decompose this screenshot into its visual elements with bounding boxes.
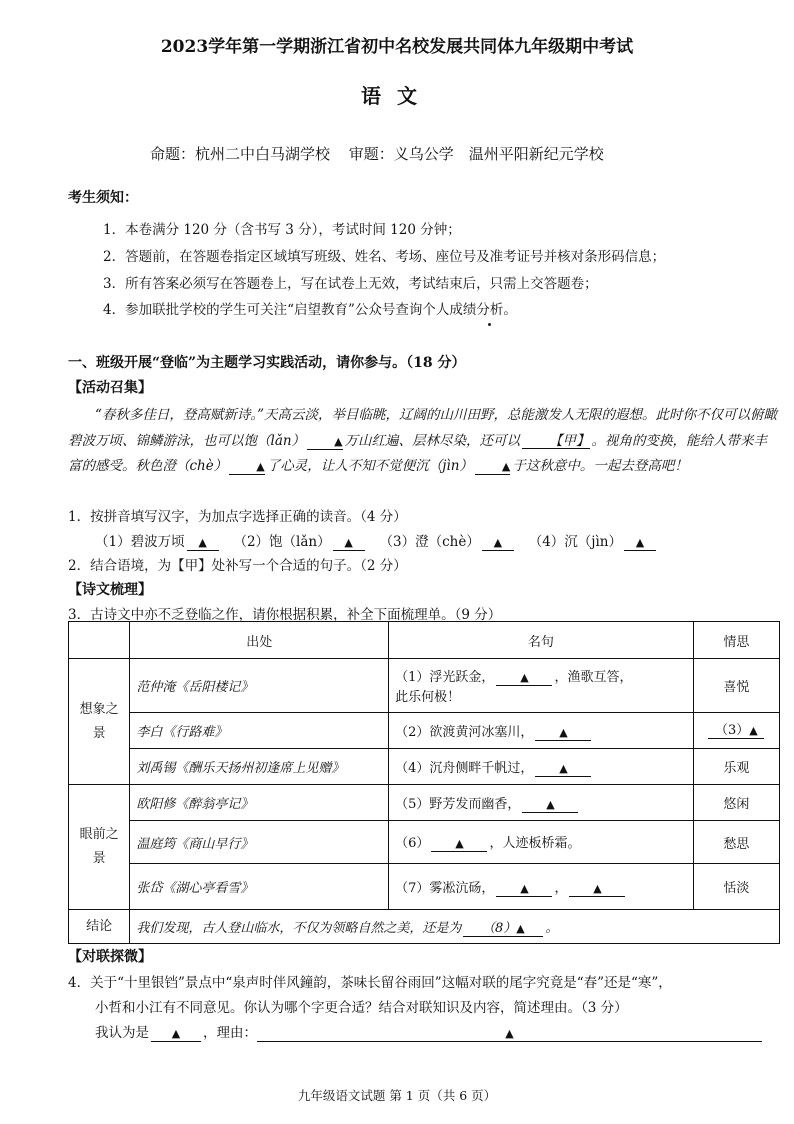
notice-item: 2．答题前，在答题卷指定区域填写班级、姓名、考场、座位号及准考证号并核对条形码信息； xyxy=(103,249,666,265)
stray-dot xyxy=(488,323,491,326)
source-cell: 范仲淹《岳阳楼记》 xyxy=(130,659,389,713)
table-row-conclusion xyxy=(69,910,780,944)
table-row xyxy=(69,659,780,713)
group-label: 眼前之景 xyxy=(69,785,130,910)
source-cell: 欧阳修《醉翁亭记》 xyxy=(130,785,389,821)
notice-item: 3．所有答案必须写在答题卷上，写在试卷上无效，考试结束后，只需上交答题卷； xyxy=(103,276,598,292)
answer-blank xyxy=(535,726,591,741)
emotion-cell: 恬淡 xyxy=(693,864,779,910)
reason-line xyxy=(257,1025,762,1042)
line-cell: （4）沉舟侧畔千帆过， ▲ xyxy=(389,749,694,785)
source-cell: 张岱《湖心亭看雪》 xyxy=(130,864,389,910)
answer-blank xyxy=(431,837,487,852)
poem-heading: 【诗文梳理】 xyxy=(68,582,152,598)
notice-item: 1．本卷满分 120 分（含书写 3 分），考试时间 120 分钟； xyxy=(103,222,461,238)
emotion-cell xyxy=(693,713,779,749)
triangle-icon: ▲ xyxy=(516,921,525,935)
triangle-icon: ▲ xyxy=(559,761,568,775)
table-row xyxy=(69,821,780,864)
answer-blank xyxy=(535,762,591,777)
triangle-icon: ▲ xyxy=(256,460,265,473)
answer-blank: （3）▲ xyxy=(708,724,764,739)
answer-blank xyxy=(496,882,552,897)
answer-blank xyxy=(482,535,514,551)
line-cell: （6） ▲ ，人迹板桥霜。 xyxy=(389,821,694,864)
triangle-icon: ▲ xyxy=(344,536,353,549)
question-4-answer: 我认为是 ▲ ，理由： ▲ xyxy=(95,1021,762,1042)
exam-authors xyxy=(150,143,618,164)
table-header: 出处 xyxy=(130,622,389,659)
activity-heading: 【活动召集】 xyxy=(68,380,152,396)
couplet-heading: 【对联探微】 xyxy=(68,949,152,965)
line-cell: （2）欲渡黄河冰塞川， ▲ xyxy=(389,713,694,749)
answer-blank xyxy=(624,535,656,551)
triangle-icon: ▲ xyxy=(198,536,207,549)
source-cell: 温庭筠《商山早行》 xyxy=(130,821,389,864)
table-header: 名句 xyxy=(389,622,694,659)
triangle-icon: ▲ xyxy=(455,837,464,850)
source-cell: 李白《行路难》 xyxy=(130,713,389,749)
triangle-icon: ▲ xyxy=(635,536,645,549)
question-1-parts: （1）碧波万顷 ▲ （2）饱（lǎn） ▲ （3）澄（chè） ▲ （4）沉（jìn） ▲ xyxy=(95,530,658,551)
answer-blank-jia: 【甲】 xyxy=(522,434,590,449)
answer-blank: （8）▲ xyxy=(463,922,543,937)
triangle-icon: ▲ xyxy=(334,434,343,448)
subject-title: 语文 xyxy=(361,84,433,108)
question-2: 2．结合语境，为【甲】处补写一个合适的句子。（2 分） xyxy=(68,558,407,574)
table-header-row xyxy=(69,622,780,659)
reviewer-info: 审题：义乌公学 温州平阳新纪元学校 xyxy=(348,145,604,163)
line-cell: （1）浮光跃金， ▲ ，渔歌互答， 此乐何极！ xyxy=(389,659,694,713)
line-cell: （7）雾凇沆砀， ▲ ， ▲ xyxy=(389,864,694,910)
activity-passage: “春秋多佳日，登高赋新诗。”天高云淡，举目临眺，辽阔的山川田野，总能激发人无限的遐想。此时你不仅可以俯瞰碧波万顷、锦鳞游泳，也可以饱（lǎn） ▲ 万山红遍、层林尽染，还可以 【甲】 。视角的变换，能给人带来丰富的感受。秋色澄（chè） ▲ 了心灵，让人不知不觉便沉（jìn） ▲ 于这秋意中。一起去登高吧！ xyxy=(68,407,778,474)
emotion-cell: 喜悦 xyxy=(693,659,779,713)
question-4-cont: 小哲和小江有不同意见。你认为哪个字更合适？结合对联知识及内容，简述理由。（3 分） xyxy=(95,1000,628,1016)
line-cell: （5）野芳发而幽香， ▲ xyxy=(389,785,694,821)
conclusion-label: 结论 xyxy=(69,910,130,944)
answer-blank xyxy=(187,535,219,551)
answer-blank xyxy=(151,1026,201,1042)
triangle-icon: ▲ xyxy=(520,671,529,684)
question-4: 4．关于“十里银铛”景点中“泉声时伴风鐘韵，茶味长留谷雨回”这幅对联的尾字究竟是“春”还是“寒”， xyxy=(68,975,672,991)
question-3: 3．古诗文中亦不乏登临之作，请你根据积累，补全下面梳理单。（9 分） xyxy=(68,607,502,623)
triangle-icon: ▲ xyxy=(171,1027,181,1040)
triangle-icon: ▲ xyxy=(546,797,555,811)
setter-info: 命题：杭州二中白马湖学校 xyxy=(150,145,331,163)
triangle-icon: ▲ xyxy=(593,881,602,895)
table-row xyxy=(69,749,780,785)
page-footer: 九年级语文试题 第 1 页（共 6 页） xyxy=(297,1088,497,1103)
answer-blank xyxy=(307,434,342,450)
answer-blank xyxy=(333,535,365,551)
triangle-icon: ▲ xyxy=(493,536,503,549)
emotion-cell: 愁思 xyxy=(693,821,779,864)
conclusion-cell: 我们发现，古人登山临水，不仅为领略自然之美，还是为 （8）▲ 。 xyxy=(130,910,780,944)
answer-blank xyxy=(475,459,510,475)
notice-heading: 考生须知： xyxy=(68,190,138,206)
answer-blank xyxy=(496,671,552,686)
triangle-icon: ▲ xyxy=(749,723,758,737)
triangle-icon: ▲ xyxy=(505,1027,514,1040)
triangle-icon: ▲ xyxy=(559,725,568,739)
emotion-cell: 乐观 xyxy=(693,749,779,785)
triangle-icon: ▲ xyxy=(520,881,529,895)
question-1: 1．按拼音填写汉字，为加点字选择正确的读音。（4 分） xyxy=(68,509,407,525)
answer-blank xyxy=(229,459,264,475)
table-row xyxy=(69,785,780,821)
answer-blank xyxy=(522,798,578,813)
poem-table xyxy=(68,621,780,944)
table-row xyxy=(69,864,780,910)
table-row xyxy=(69,713,780,749)
triangle-icon: ▲ xyxy=(501,460,511,473)
group-label: 想象之景 xyxy=(69,659,130,785)
source-cell: 刘禹锡《酬乐天扬州初逢席上见赠》 xyxy=(130,749,389,785)
answer-blank xyxy=(569,882,625,897)
notice-item: 4．参加联批学校的学生可关注“启望教育”公众号查询个人成绩分析。 xyxy=(103,302,517,318)
section-heading: 一、班级开展“登临”为主题学习实践活动，请你参与。（18 分） xyxy=(68,355,466,371)
exam-title: 2023学年第一学期浙江省初中名校发展共同体九年级期中考试 xyxy=(160,37,634,57)
table-header: 情思 xyxy=(693,622,779,659)
emotion-cell: 悠闲 xyxy=(693,785,779,821)
